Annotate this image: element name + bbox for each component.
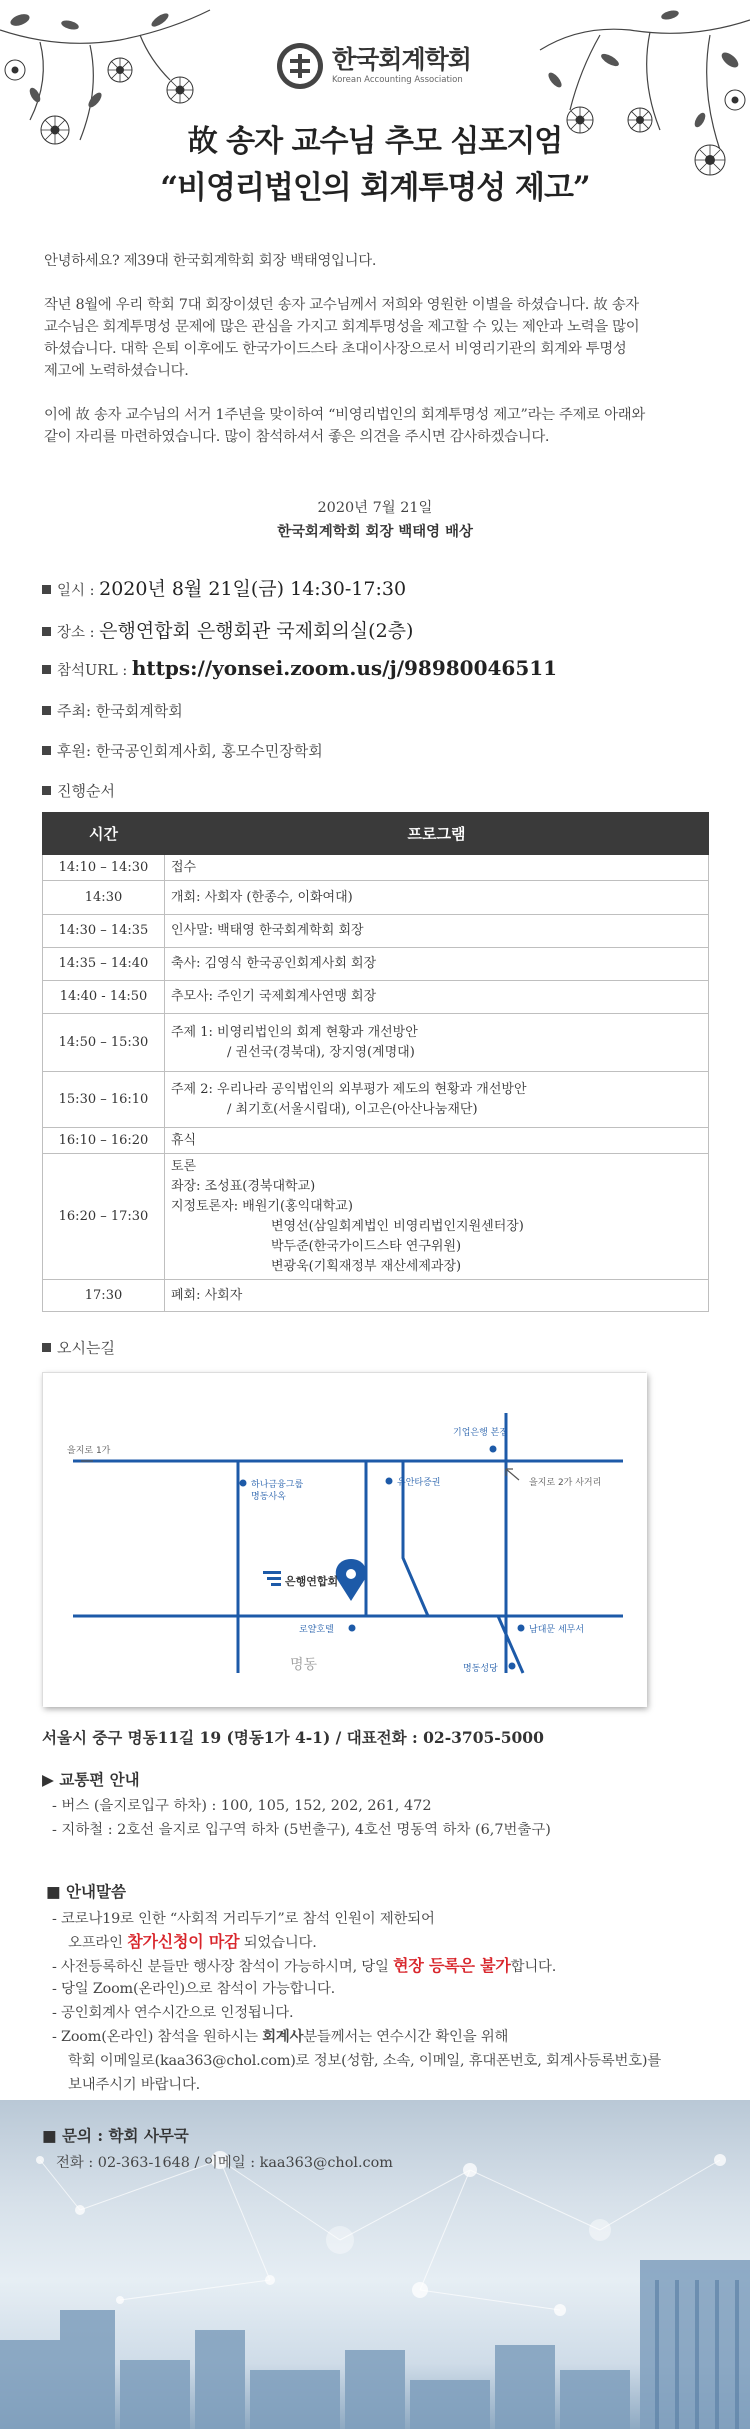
info-directions: 오시는길: [42, 1337, 115, 1358]
letter-signature: 한국회계학회 회장 백태영 배상: [277, 523, 473, 540]
bullet-square-icon: [42, 706, 51, 715]
map-label-yuanta: 유안타증권: [397, 1478, 441, 1488]
col-header-program: 프로그램: [165, 813, 709, 855]
info-url: 참석URL : https://yonsei.zoom.us/j/98980046511: [42, 656, 557, 680]
greeting-p3-line2: 같이 자리를 마련하였습니다. 많이 참석하셔서 좋은 의견을 주시면 감사하겠습니다.: [44, 429, 550, 445]
map-label-kfb: 은행연합회: [285, 1575, 339, 1588]
map-label-euljiro2: 을지로 2가 사거리: [529, 1478, 602, 1488]
bullet-square-icon: [42, 1343, 51, 1352]
table-row: 14:30 – 14:35 인사말: 백태영 한국회계학회 회장: [43, 915, 709, 948]
greeting-p2-line2: 교수님은 회계투명성 문제에 많은 관심을 가지고 회계투명성을 제고할 수 있는 제안과 노력을 많이: [44, 319, 640, 335]
notice-line4: - 당일 Zoom(온라인)으로 참석이 가능합니다.: [52, 1981, 336, 1997]
place-value: 은행연합회 은행회관 국제회의실(2층): [99, 620, 414, 642]
info-datetime: 일시 : 2020년 8월 21일(금) 14:30-17:30: [42, 574, 406, 601]
transport-bus: - 버스 (을지로입구 하차) : 100, 105, 152, 202, 261, 472: [52, 1798, 432, 1814]
table-row: 14:10 – 14:30 접수: [43, 855, 709, 881]
table-row: 14:40 - 14:50 추모사: 주인기 국제회계사연맹 회장: [43, 981, 709, 1014]
registration-closed-text: 참가신청이 마감: [127, 1932, 240, 1951]
table-row: 14:50 – 15:30 주제 1: 비영리법인의 회계 현황과 개선방안 / 권선국(경북대), 장지영(계명대): [43, 1014, 709, 1072]
map-label-lotte: 로얄호텔: [299, 1625, 334, 1635]
bullet-square-icon: [42, 627, 51, 636]
greeting-p2: [44, 294, 712, 382]
transport-title: ▶ 교통편 안내: [42, 1770, 140, 1789]
map-label-cathedral: 명동성당: [463, 1664, 498, 1674]
map-drawing: [43, 1373, 647, 1707]
table-row: 14:35 – 14:40 축사: 김영식 한국공인회계사회 회장: [43, 948, 709, 981]
event-title-line1: 故 송자 교수님 추모 심포지엄: [187, 124, 563, 159]
info-host: 주최: 한국회계학회: [42, 700, 183, 721]
greeting-p2-line1: 작년 8월에 우리 학회 7대 회장이셨던 송자 교수님께서 저희와 영원한 이별을 하셨습니다. 故 송자: [44, 297, 639, 313]
logo-icon: [276, 42, 324, 90]
notice-line2: 오프라인 참가신청이 마감 되었습니다.: [68, 1932, 317, 1951]
org-name-ko: 한국회계학회: [332, 45, 471, 74]
location-map[interactable]: [42, 1372, 646, 1706]
info-sponsor: 후원: 한국공인회계사회, 홍모수민장학회: [42, 740, 323, 761]
zoom-url-link[interactable]: https://yonsei.zoom.us/j/98980046511: [131, 656, 558, 680]
map-label-ibk: 기업은행 본점: [453, 1428, 509, 1438]
schedule-table: [42, 812, 709, 1312]
map-label-myeongdong: 명동: [290, 1657, 318, 1673]
org-name-en: Korean Accounting Association: [332, 75, 463, 85]
info-order: 진행순서: [42, 780, 115, 801]
notice-line6: - Zoom(온라인) 참석을 원하시는 회계사분들께서는 연수시간 확인을 위해: [52, 2028, 509, 2045]
greeting-p2-line4: 제고에 노력하셨습니다.: [44, 363, 189, 379]
transport-subway: - 지하철 : 2호선 을지로 입구역 하차 (5번출구), 4호선 명동역 하차 (6,7번출구): [52, 1822, 551, 1838]
map-label-hana2: 명동사옥: [251, 1492, 286, 1502]
table-row: 16:10 – 16:20 휴식: [43, 1128, 709, 1154]
event-title-line2: “비영리법인의 회계투명성 제고”: [160, 170, 590, 206]
contact-info: 전화 : 02-363-1648 / 이메일 : kaa363@chol.com: [56, 2155, 393, 2171]
header: [0, 0, 750, 230]
table-row: 15:30 – 16:10 주제 2: 우리나라 공익법인의 외부평가 제도의 현황과 개선방안 / 최기호(서울시립대), 이고은(아산나눔재단): [43, 1072, 709, 1128]
greeting-p3: [44, 404, 712, 448]
greeting-p1: 안녕하세요? 제39대 한국회계학회 회장 백태영입니다.: [44, 253, 377, 269]
table-header-row: [43, 813, 709, 855]
greeting-p3-line1: 이에 故 송자 교수님의 서거 1주년을 맞이하여 “비영리법인의 회계투명성 제고”라는 주제로 아래와: [44, 407, 645, 423]
notice-line1: - 코로나19로 인한 “사회적 거리두기”로 참석 인원이 제한되어: [52, 1911, 435, 1927]
no-onsite-registration-text: 현장 등록은 불가: [393, 1956, 511, 1975]
map-label-euljiro1: 을지로 1가: [67, 1446, 111, 1456]
table-row: 17:30 폐회: 사회자: [43, 1280, 709, 1312]
notice-line7: 학회 이메일로(kaa363@chol.com)로 정보(성함, 소속, 이메일, 휴대폰번호, 회계사등록번호)를: [68, 2053, 662, 2069]
bullet-square-icon: [42, 665, 51, 674]
footer-banner: [0, 2100, 750, 2429]
notice-line8: 보내주시기 바랍니다.: [68, 2077, 201, 2093]
greeting-p2-line3: 하셨습니다. 대학 은퇴 이후에도 한국가이드스타 초대이사장으로서 비영리기관의 회계와 투명성: [44, 341, 627, 357]
map-label-namdaemun: 남대문 세무서: [529, 1625, 585, 1635]
letter-date: 2020년 7월 21일: [317, 500, 433, 516]
datetime-value: 2020년 8월 21일(금) 14:30-17:30: [99, 578, 407, 600]
notice-title: ■ 안내말씀: [46, 1882, 126, 1901]
table-row: 14:30 개회: 사회자 (한종수, 이화여대): [43, 881, 709, 915]
venue-address: 서울시 중구 명동11길 19 (명동1가 4-1) / 대표전화 : 02-3705-5000: [42, 1728, 544, 1747]
bullet-square-icon: [42, 746, 51, 755]
cityscape-illustration: [0, 2100, 750, 2429]
bullet-square-icon: [42, 786, 51, 795]
notice-line3: - 사전등록하신 분들만 행사장 참석이 가능하시며, 당일 현장 등록은 불가합니다.: [52, 1956, 557, 1975]
org-logo: [276, 38, 476, 94]
info-place: 장소 : 은행연합회 은행회관 국제회의실(2층): [42, 616, 413, 643]
col-header-time: 시간: [43, 813, 165, 855]
bullet-square-icon: [42, 585, 51, 594]
map-label-hana: 하나금융그룹: [251, 1480, 304, 1490]
notice-line5: - 공인회계사 연수시간으로 인정됩니다.: [52, 2005, 294, 2021]
contact-title: ■ 문의 : 학회 사무국: [42, 2126, 189, 2145]
table-row: 16:20 – 17:30 토론 좌장: 조성표(경북대학교) 지정토론자: 배원기(홍익대학교) 변영선(삼일회계법인 비영리법인지원센터장) 박두준(한국가이드스타 연구위원) 변광욱(기획재정부 재산세제과장): [43, 1154, 709, 1280]
